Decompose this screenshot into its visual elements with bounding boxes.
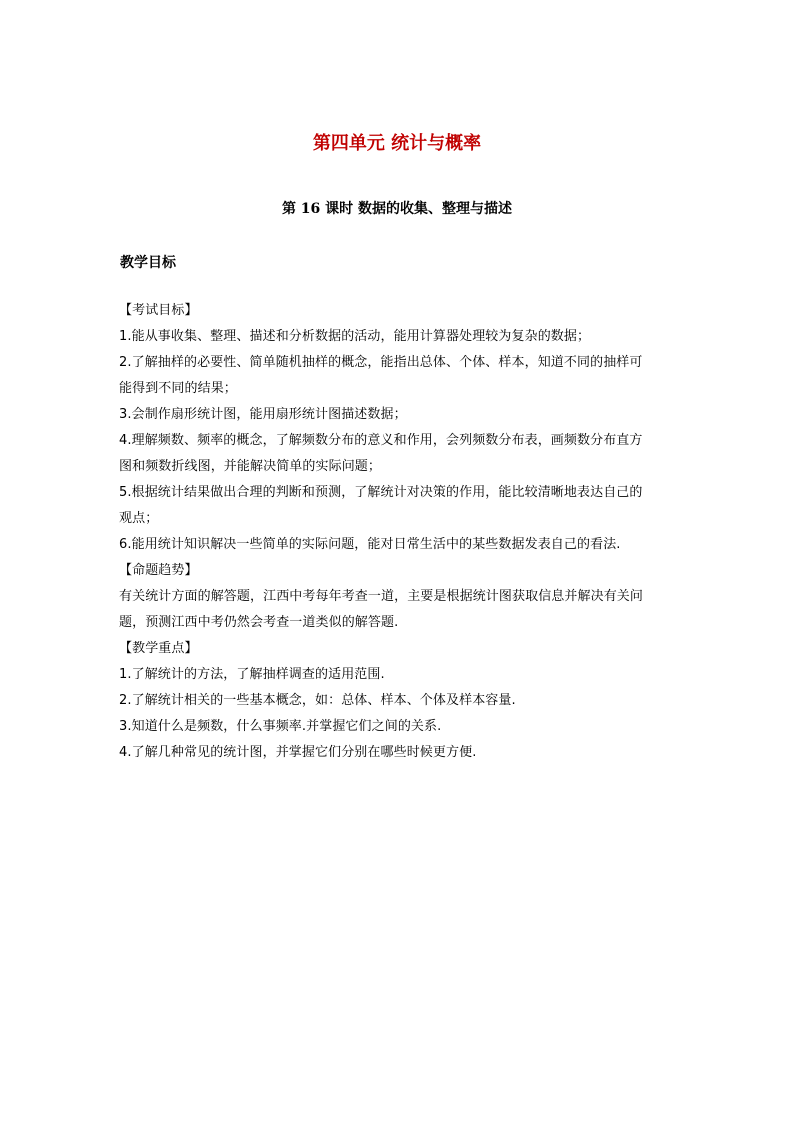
exam-goal-line: 5.根据统计结果做出合理的判断和预测，了解统计对决策的作用，能比较清晰地表达自己的 [119, 485, 643, 500]
section-title: 教学目标 [120, 255, 176, 271]
exam-goal-line: 图和频数折线图，并能解决简单的实际问题； [119, 459, 382, 474]
document-body [119, 298, 679, 766]
lesson-title: 第 16 课时 数据的收集、整理与描述 [281, 201, 513, 217]
exam-goal-line: 能得到不同的结果； [119, 381, 237, 396]
exam-goal-line: 4.理解频数、频率的概念，了解频数分布的意义和作用，会列频数分布表，画频数分布直方 [119, 433, 643, 448]
exam-goal-line: 1.能从事收集、整理、描述和分析数据的活动，能用计算器处理较为复杂的数据； [119, 329, 591, 344]
key-point-line: 3.知道什么是频数，什么事频率.并掌握它们之间的关系. [119, 719, 442, 734]
key-point-line: 1.了解统计的方法，了解抽样调查的适用范围. [119, 667, 385, 682]
unit-title: 第四单元 统计与概率 [312, 133, 482, 154]
key-points-heading: 【教学重点】 [119, 641, 198, 656]
exam-goal-line: 6.能用统计知识解决一些简单的实际问题，能对日常生活中的某些数据发表自己的看法. [119, 537, 621, 552]
exam-goal-line: 3.会制作扇形统计图，能用扇形统计图描述数据； [119, 407, 407, 422]
trend-line: 有关统计方面的解答题，江西中考每年考查一道，主要是根据统计图获取信息并解决有关问 [119, 589, 644, 604]
trend-heading: 【命题趋势】 [119, 563, 198, 578]
key-point-line: 2.了解统计相关的一些基本概念，如：总体、样本、个体及样本容量. [119, 693, 516, 708]
exam-goal-line: 观点； [119, 511, 159, 526]
exam-goals-heading: 【考试目标】 [119, 303, 198, 318]
key-point-line: 4.了解几种常见的统计图，并掌握它们分别在哪些时候更方便. [119, 745, 477, 760]
trend-line: 题，预测江西中考仍然会考查一道类似的解答题. [119, 615, 399, 630]
exam-goal-line: 2.了解抽样的必要性、简单随机抽样的概念，能指出总体、个体、样本，知道不同的抽样可 [119, 355, 643, 370]
